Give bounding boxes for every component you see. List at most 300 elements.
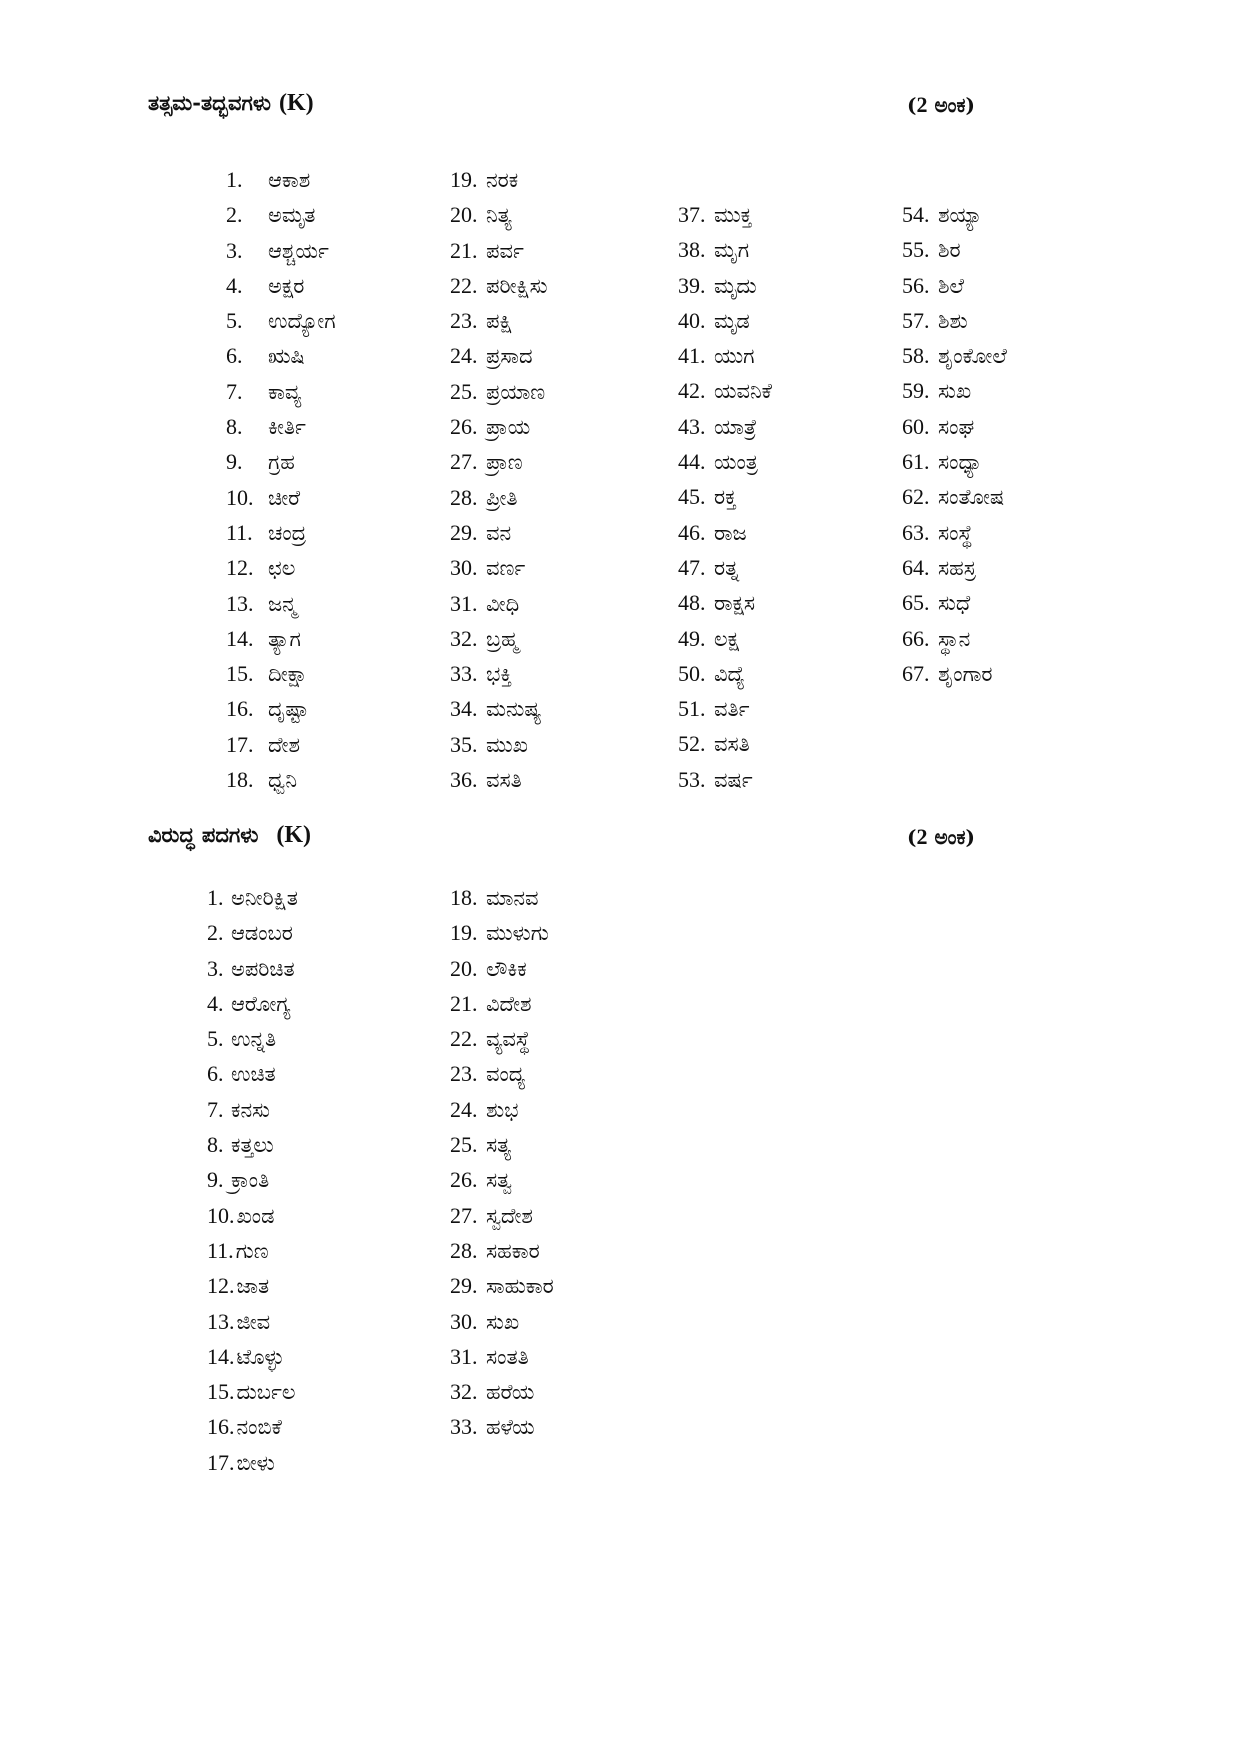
item-word: ಆಡಂಬರ bbox=[231, 921, 293, 946]
list-item bbox=[450, 656, 548, 691]
item-number: 29. bbox=[450, 519, 478, 545]
item-number: 15. bbox=[207, 1379, 235, 1405]
item-number: 24. bbox=[450, 343, 478, 369]
item-word: ಹರೆಯ bbox=[486, 1380, 535, 1405]
item-word: ಮೃಡ bbox=[714, 308, 750, 333]
item-word: ಶಿಲೆ bbox=[938, 273, 964, 298]
item-number: 58. bbox=[902, 343, 930, 369]
list-item bbox=[678, 621, 772, 656]
list-item bbox=[902, 621, 1007, 656]
item-word: ಪ್ರಯಾಣ bbox=[486, 379, 546, 404]
item-word: ವ್ಯವಸ್ಥೆ bbox=[486, 1027, 530, 1052]
item-word: ಕತ್ತಲು bbox=[231, 1133, 274, 1158]
item-number: 8. bbox=[226, 414, 243, 440]
item-word: ದೇಶ bbox=[268, 732, 300, 757]
item-number: 28. bbox=[450, 1237, 478, 1263]
list-item bbox=[207, 1339, 298, 1374]
item-word: ಸತ್ವ bbox=[486, 1168, 513, 1193]
list-item bbox=[226, 621, 336, 656]
item-word: ಕಾವ್ಯ bbox=[268, 379, 302, 404]
item-word: ಪರೀಕ್ಷಿಸು bbox=[486, 273, 548, 298]
item-number: 20. bbox=[450, 955, 478, 981]
list-item bbox=[450, 986, 554, 1021]
list-item bbox=[450, 951, 554, 986]
item-word: ಯಾತ್ರೆ bbox=[714, 414, 757, 439]
item-number: 14. bbox=[207, 1343, 235, 1369]
item-word: ರಾಕ್ಷಸ bbox=[714, 591, 756, 616]
item-word: ಶಯ್ಯಾ bbox=[938, 203, 983, 227]
item-word: ಲಕ್ಷ bbox=[714, 626, 739, 651]
item-number: 30. bbox=[450, 555, 478, 581]
item-word: ಧ್ವನಿ bbox=[268, 768, 298, 793]
item-number: 25. bbox=[450, 1132, 478, 1158]
list-item bbox=[902, 585, 1007, 620]
item-word: ಪ್ರಸಾದ bbox=[486, 344, 533, 369]
item-number: 16. bbox=[207, 1414, 235, 1440]
list-item bbox=[678, 726, 772, 761]
item-number: 11. bbox=[207, 1237, 234, 1263]
item-number: 33. bbox=[450, 661, 478, 687]
item-word: ಗ್ರಹ bbox=[268, 450, 295, 475]
item-number: 15. bbox=[226, 661, 254, 687]
list-item bbox=[450, 1339, 554, 1374]
list-item bbox=[450, 480, 548, 515]
list-item bbox=[226, 727, 336, 762]
list-item bbox=[678, 338, 772, 373]
item-word: ಉದ್ಯೋಗ bbox=[268, 309, 336, 334]
item-word: ಚೀರೆ bbox=[268, 485, 301, 510]
item-word: ಭಕ್ತಿ bbox=[486, 662, 512, 687]
list-item bbox=[450, 915, 554, 950]
item-number: 11. bbox=[226, 519, 253, 545]
list-item bbox=[207, 1021, 298, 1056]
item-word: ಸತ್ಯ bbox=[486, 1133, 512, 1158]
item-number: 65. bbox=[902, 590, 930, 616]
item-word: ಖಂಡ bbox=[236, 1203, 275, 1228]
list-item bbox=[902, 656, 1007, 691]
list-item bbox=[450, 162, 548, 197]
section1-column-1 bbox=[226, 162, 336, 797]
item-word: ರಾಜ bbox=[714, 520, 747, 545]
item-number: 19. bbox=[450, 920, 478, 946]
list-item bbox=[678, 444, 772, 479]
section1-marks-word: ಅಂಕ bbox=[934, 93, 966, 117]
item-number: 39. bbox=[678, 272, 706, 298]
list-item bbox=[450, 621, 548, 656]
list-item bbox=[678, 479, 772, 514]
item-word: ಶುಭ bbox=[486, 1097, 519, 1122]
item-word: ಸಂಘ bbox=[938, 414, 975, 439]
list-item bbox=[450, 515, 548, 550]
section2-marks: (2 ಅಂಕ) bbox=[907, 824, 975, 849]
item-word: ಜನ್ಮ bbox=[268, 591, 297, 616]
section1-column-2 bbox=[450, 162, 548, 797]
item-number: 1. bbox=[226, 167, 243, 192]
list-item bbox=[450, 338, 548, 373]
item-number: 29. bbox=[450, 1273, 478, 1299]
list-item bbox=[226, 586, 336, 621]
list-item bbox=[678, 232, 772, 267]
item-word: ವಸತಿ bbox=[486, 768, 522, 793]
list-item bbox=[207, 915, 298, 950]
item-word: ವರ್ತಿ bbox=[714, 697, 750, 722]
item-word: ಟೊಳ್ಳು bbox=[236, 1344, 284, 1369]
item-number: 61. bbox=[902, 449, 930, 475]
list-item bbox=[226, 550, 336, 585]
list-item bbox=[902, 232, 1007, 267]
item-number: 1. bbox=[207, 885, 224, 910]
list-item bbox=[678, 515, 772, 550]
item-number: 32. bbox=[450, 625, 478, 651]
list-item bbox=[207, 1445, 298, 1480]
list-item bbox=[902, 197, 1007, 232]
item-number: 22. bbox=[450, 272, 478, 298]
section2-column-1 bbox=[207, 880, 298, 1480]
item-number: 32. bbox=[450, 1379, 478, 1405]
item-word: ಜೀವ bbox=[236, 1309, 271, 1334]
list-item bbox=[450, 1021, 554, 1056]
item-number: 18. bbox=[226, 767, 254, 793]
item-word: ಯುಗ bbox=[714, 344, 755, 369]
list-item bbox=[226, 762, 336, 797]
list-item bbox=[450, 1304, 554, 1339]
item-number: 10. bbox=[207, 1202, 235, 1228]
item-word: ಗುಣ bbox=[235, 1238, 269, 1263]
list-item bbox=[450, 1268, 554, 1303]
list-item bbox=[450, 1127, 554, 1162]
list-item bbox=[226, 409, 336, 444]
list-item bbox=[226, 691, 336, 726]
item-number: 34. bbox=[450, 696, 478, 722]
item-number: 62. bbox=[902, 484, 930, 510]
item-number: 52. bbox=[678, 731, 706, 757]
item-number: 17. bbox=[207, 1449, 235, 1475]
item-number: 44. bbox=[678, 449, 706, 475]
item-number: 14. bbox=[226, 625, 254, 651]
section2-column-2 bbox=[450, 880, 554, 1445]
list-item bbox=[902, 268, 1007, 303]
item-word: ಶೃಂಗಾರ bbox=[938, 661, 993, 686]
item-number: 43. bbox=[678, 413, 706, 439]
item-number: 30. bbox=[450, 1308, 478, 1334]
item-word: ಯವನಿಕೆ bbox=[714, 379, 772, 404]
list-item bbox=[207, 951, 298, 986]
item-word: ನರಕ bbox=[486, 168, 519, 192]
item-number: 53. bbox=[678, 766, 706, 792]
list-item bbox=[450, 880, 554, 915]
item-word: ಸಹಸ್ರ bbox=[938, 555, 976, 580]
list-item bbox=[207, 1304, 298, 1339]
item-number: 57. bbox=[902, 307, 930, 333]
item-word: ಹಳೆಯ bbox=[486, 1415, 535, 1440]
section2-marks-number: 2 bbox=[916, 824, 928, 849]
item-word: ಸುಖ bbox=[486, 1309, 520, 1334]
section1-marks: (2 ಅಂಕ) bbox=[907, 92, 975, 117]
item-word: ಸುಖ bbox=[938, 379, 972, 404]
list-item bbox=[678, 691, 772, 726]
item-number: 38. bbox=[678, 237, 706, 263]
item-number: 3. bbox=[207, 955, 224, 981]
list-item bbox=[226, 374, 336, 409]
section2-tag: (K) bbox=[276, 822, 312, 848]
list-item bbox=[207, 1127, 298, 1162]
item-number: 47. bbox=[678, 554, 706, 580]
item-word: ಮುಕ್ತ bbox=[714, 203, 752, 227]
item-number: 50. bbox=[678, 660, 706, 686]
item-number: 64. bbox=[902, 554, 930, 580]
item-word: ಸಂಸ್ಥೆ bbox=[938, 520, 973, 545]
item-number: 36. bbox=[450, 767, 478, 793]
list-item bbox=[678, 373, 772, 408]
item-number: 2. bbox=[226, 202, 243, 228]
item-word: ಆರೋಗ್ಯ bbox=[231, 991, 291, 1016]
item-word: ಅಪರಿಚಿತ bbox=[231, 956, 295, 981]
item-number: 7. bbox=[207, 1096, 224, 1122]
list-item bbox=[678, 409, 772, 444]
item-word: ಸಂತತಿ bbox=[486, 1344, 529, 1369]
item-word: ವಂದ್ಯ bbox=[486, 1062, 526, 1087]
list-item bbox=[450, 197, 548, 232]
item-word: ಸ್ಥಾನ bbox=[938, 626, 971, 651]
section1-marks-number: 2 bbox=[916, 92, 928, 117]
list-item bbox=[450, 303, 548, 338]
item-number: 45. bbox=[678, 484, 706, 510]
item-number: 60. bbox=[902, 413, 930, 439]
list-item bbox=[450, 762, 548, 797]
item-word: ಕ್ರಾಂತಿ bbox=[231, 1168, 270, 1193]
item-word: ಛಲ bbox=[268, 556, 296, 581]
item-word: ಸುಧೆ bbox=[938, 591, 971, 616]
list-item bbox=[207, 1162, 298, 1197]
item-number: 49. bbox=[678, 625, 706, 651]
item-word: ಪ್ರೀತಿ bbox=[486, 485, 518, 510]
list-item bbox=[207, 1409, 298, 1444]
item-word: ವೀಧಿ bbox=[486, 591, 520, 616]
list-item bbox=[226, 444, 336, 479]
section1-column-3 bbox=[678, 197, 772, 797]
item-word: ಯಂತ್ರ bbox=[714, 450, 758, 475]
item-word: ತ್ಯಾಗ bbox=[268, 626, 301, 651]
item-word: ಸ್ವದೇಶ bbox=[486, 1203, 533, 1228]
item-number: 23. bbox=[450, 308, 478, 334]
list-item bbox=[450, 1198, 554, 1233]
list-item bbox=[226, 338, 336, 373]
item-number: 22. bbox=[450, 1026, 478, 1052]
item-number: 27. bbox=[450, 1202, 478, 1228]
item-number: 21. bbox=[450, 237, 478, 263]
list-item bbox=[207, 986, 298, 1021]
list-item bbox=[226, 233, 336, 268]
section2-marks-word: ಅಂಕ bbox=[934, 825, 966, 849]
item-number: 4. bbox=[207, 990, 224, 1016]
item-word: ಸಂತೋಷ bbox=[938, 485, 1005, 510]
item-number: 31. bbox=[450, 1343, 478, 1369]
item-number: 6. bbox=[226, 343, 243, 369]
list-item bbox=[207, 880, 298, 915]
item-number: 13. bbox=[207, 1308, 235, 1334]
item-number: 37. bbox=[678, 202, 706, 227]
list-item bbox=[678, 656, 772, 691]
item-word: ಋಷಿ bbox=[268, 344, 305, 369]
item-number: 17. bbox=[226, 731, 254, 757]
list-item bbox=[450, 691, 548, 726]
item-word: ಪರ್ವ bbox=[486, 238, 524, 263]
item-number: 9. bbox=[207, 1167, 224, 1193]
item-number: 9. bbox=[226, 449, 243, 475]
item-number: 23. bbox=[450, 1061, 478, 1087]
list-item bbox=[678, 585, 772, 620]
list-item bbox=[226, 303, 336, 338]
item-word: ಮಾನವ bbox=[486, 886, 539, 910]
item-number: 59. bbox=[902, 378, 930, 404]
item-number: 12. bbox=[226, 555, 254, 581]
section1-title: ತತ್ಸಮ-ತದ್ಭವಗಳು bbox=[148, 90, 271, 115]
item-number: 40. bbox=[678, 307, 706, 333]
list-item bbox=[450, 586, 548, 621]
list-item bbox=[450, 1162, 554, 1197]
list-item bbox=[207, 1268, 298, 1303]
item-word: ಮೃಗ bbox=[714, 238, 750, 263]
item-number: 5. bbox=[226, 308, 243, 334]
item-word: ದುರ್ಬಲ bbox=[236, 1380, 296, 1405]
item-word: ವಿದೇಶ bbox=[486, 991, 532, 1016]
item-number: 5. bbox=[207, 1026, 224, 1052]
list-item bbox=[207, 1374, 298, 1409]
list-item bbox=[226, 515, 336, 550]
item-number: 18. bbox=[450, 885, 478, 910]
item-word: ಕನಸು bbox=[231, 1097, 270, 1122]
item-number: 10. bbox=[226, 484, 254, 510]
item-number: 27. bbox=[450, 449, 478, 475]
item-number: 46. bbox=[678, 519, 706, 545]
list-item bbox=[207, 1233, 298, 1268]
section1-tag: (K) bbox=[278, 90, 314, 116]
item-word: ಚಂದ್ರ bbox=[268, 520, 307, 545]
item-word: ಅನೀರಿಕ್ಷಿತ bbox=[231, 886, 298, 910]
item-word: ರಕ್ತ bbox=[714, 485, 737, 510]
item-word: ಉನ್ನತಿ bbox=[231, 1027, 277, 1052]
item-word: ನಿತ್ಯ bbox=[486, 203, 512, 228]
item-number: 7. bbox=[226, 378, 243, 404]
item-number: 41. bbox=[678, 343, 706, 369]
list-item bbox=[450, 727, 548, 762]
item-number: 48. bbox=[678, 590, 706, 616]
item-word: ವಸತಿ bbox=[714, 732, 750, 757]
list-item bbox=[226, 162, 336, 197]
item-number: 12. bbox=[207, 1273, 235, 1299]
item-word: ವನ bbox=[486, 520, 512, 545]
item-word: ಶೃಂಕೋಲೆ bbox=[938, 344, 1007, 369]
item-word: ಲೌಕಿಕ bbox=[486, 956, 527, 981]
item-number: 24. bbox=[450, 1096, 478, 1122]
item-number: 3. bbox=[226, 237, 243, 263]
item-word: ಮನುಷ್ಯ bbox=[486, 697, 542, 722]
item-number: 26. bbox=[450, 414, 478, 440]
item-word: ಶಿರ bbox=[938, 238, 961, 263]
item-word: ದೃಷ್ಟಾ bbox=[268, 697, 309, 722]
list-item bbox=[902, 373, 1007, 408]
item-number: 4. bbox=[226, 272, 243, 298]
list-item bbox=[450, 1374, 554, 1409]
item-word: ಪ್ರಾಯ bbox=[486, 415, 531, 440]
item-number: 33. bbox=[450, 1414, 478, 1440]
item-number: 26. bbox=[450, 1167, 478, 1193]
item-number: 16. bbox=[226, 696, 254, 722]
item-word: ವರ್ಣ bbox=[486, 556, 526, 581]
list-item bbox=[450, 268, 548, 303]
item-word: ಸಹಕಾರ bbox=[486, 1238, 540, 1263]
item-word: ಅಮೃತ bbox=[268, 203, 316, 228]
item-number: 67. bbox=[902, 660, 930, 686]
item-number: 56. bbox=[902, 272, 930, 298]
list-item bbox=[902, 303, 1007, 338]
list-item bbox=[450, 1233, 554, 1268]
item-number: 21. bbox=[450, 990, 478, 1016]
list-item bbox=[226, 480, 336, 515]
list-item bbox=[207, 1198, 298, 1233]
item-word: ಮೃದು bbox=[714, 273, 757, 298]
item-word: ಉಚಿತ bbox=[231, 1062, 276, 1087]
item-word: ಪ್ರಾಣ bbox=[486, 450, 523, 475]
list-item bbox=[902, 409, 1007, 444]
item-word: ಜಾತ bbox=[236, 1274, 270, 1299]
list-item bbox=[207, 1056, 298, 1091]
item-word: ಸಾಹುಕಾರ bbox=[486, 1274, 554, 1299]
section1-heading bbox=[148, 90, 314, 117]
list-item bbox=[450, 233, 548, 268]
list-item bbox=[226, 656, 336, 691]
item-word: ಬೀಳು bbox=[236, 1450, 275, 1475]
item-number: 51. bbox=[678, 696, 706, 722]
item-number: 25. bbox=[450, 378, 478, 404]
list-item bbox=[902, 338, 1007, 373]
item-number: 2. bbox=[207, 920, 224, 946]
item-number: 31. bbox=[450, 590, 478, 616]
item-word: ದೀಕ್ಷಾ bbox=[268, 662, 308, 687]
list-item bbox=[678, 550, 772, 585]
item-number: 63. bbox=[902, 519, 930, 545]
section2-heading bbox=[148, 822, 311, 849]
item-word: ಆಕಾಶ bbox=[268, 168, 311, 192]
item-word: ಅಕ್ಷರ bbox=[268, 273, 305, 298]
item-number: 20. bbox=[450, 202, 478, 228]
list-item bbox=[678, 762, 772, 797]
list-item bbox=[450, 1409, 554, 1444]
item-word: ಕೀರ್ತಿ bbox=[268, 415, 306, 440]
item-word: ಸಂಧ್ಯಾ bbox=[938, 450, 983, 475]
list-item bbox=[450, 374, 548, 409]
item-word: ರತ್ನ bbox=[714, 555, 740, 580]
item-number: 13. bbox=[226, 590, 254, 616]
item-number: 8. bbox=[207, 1132, 224, 1158]
list-item bbox=[902, 479, 1007, 514]
item-number: 35. bbox=[450, 731, 478, 757]
item-word: ನಂಬಿಕೆ bbox=[236, 1415, 282, 1440]
section1-column-4 bbox=[902, 197, 1007, 691]
item-number: 6. bbox=[207, 1061, 224, 1087]
item-number: 55. bbox=[902, 237, 930, 263]
list-item bbox=[450, 1092, 554, 1127]
list-item bbox=[902, 550, 1007, 585]
list-item bbox=[450, 444, 548, 479]
item-word: ಬ್ರಹ್ಮ bbox=[486, 626, 519, 651]
item-number: 28. bbox=[450, 484, 478, 510]
list-item bbox=[902, 515, 1007, 550]
list-item bbox=[678, 197, 772, 232]
list-item bbox=[226, 197, 336, 232]
item-word: ವಿದ್ಯೆ bbox=[714, 661, 745, 686]
list-item bbox=[902, 444, 1007, 479]
